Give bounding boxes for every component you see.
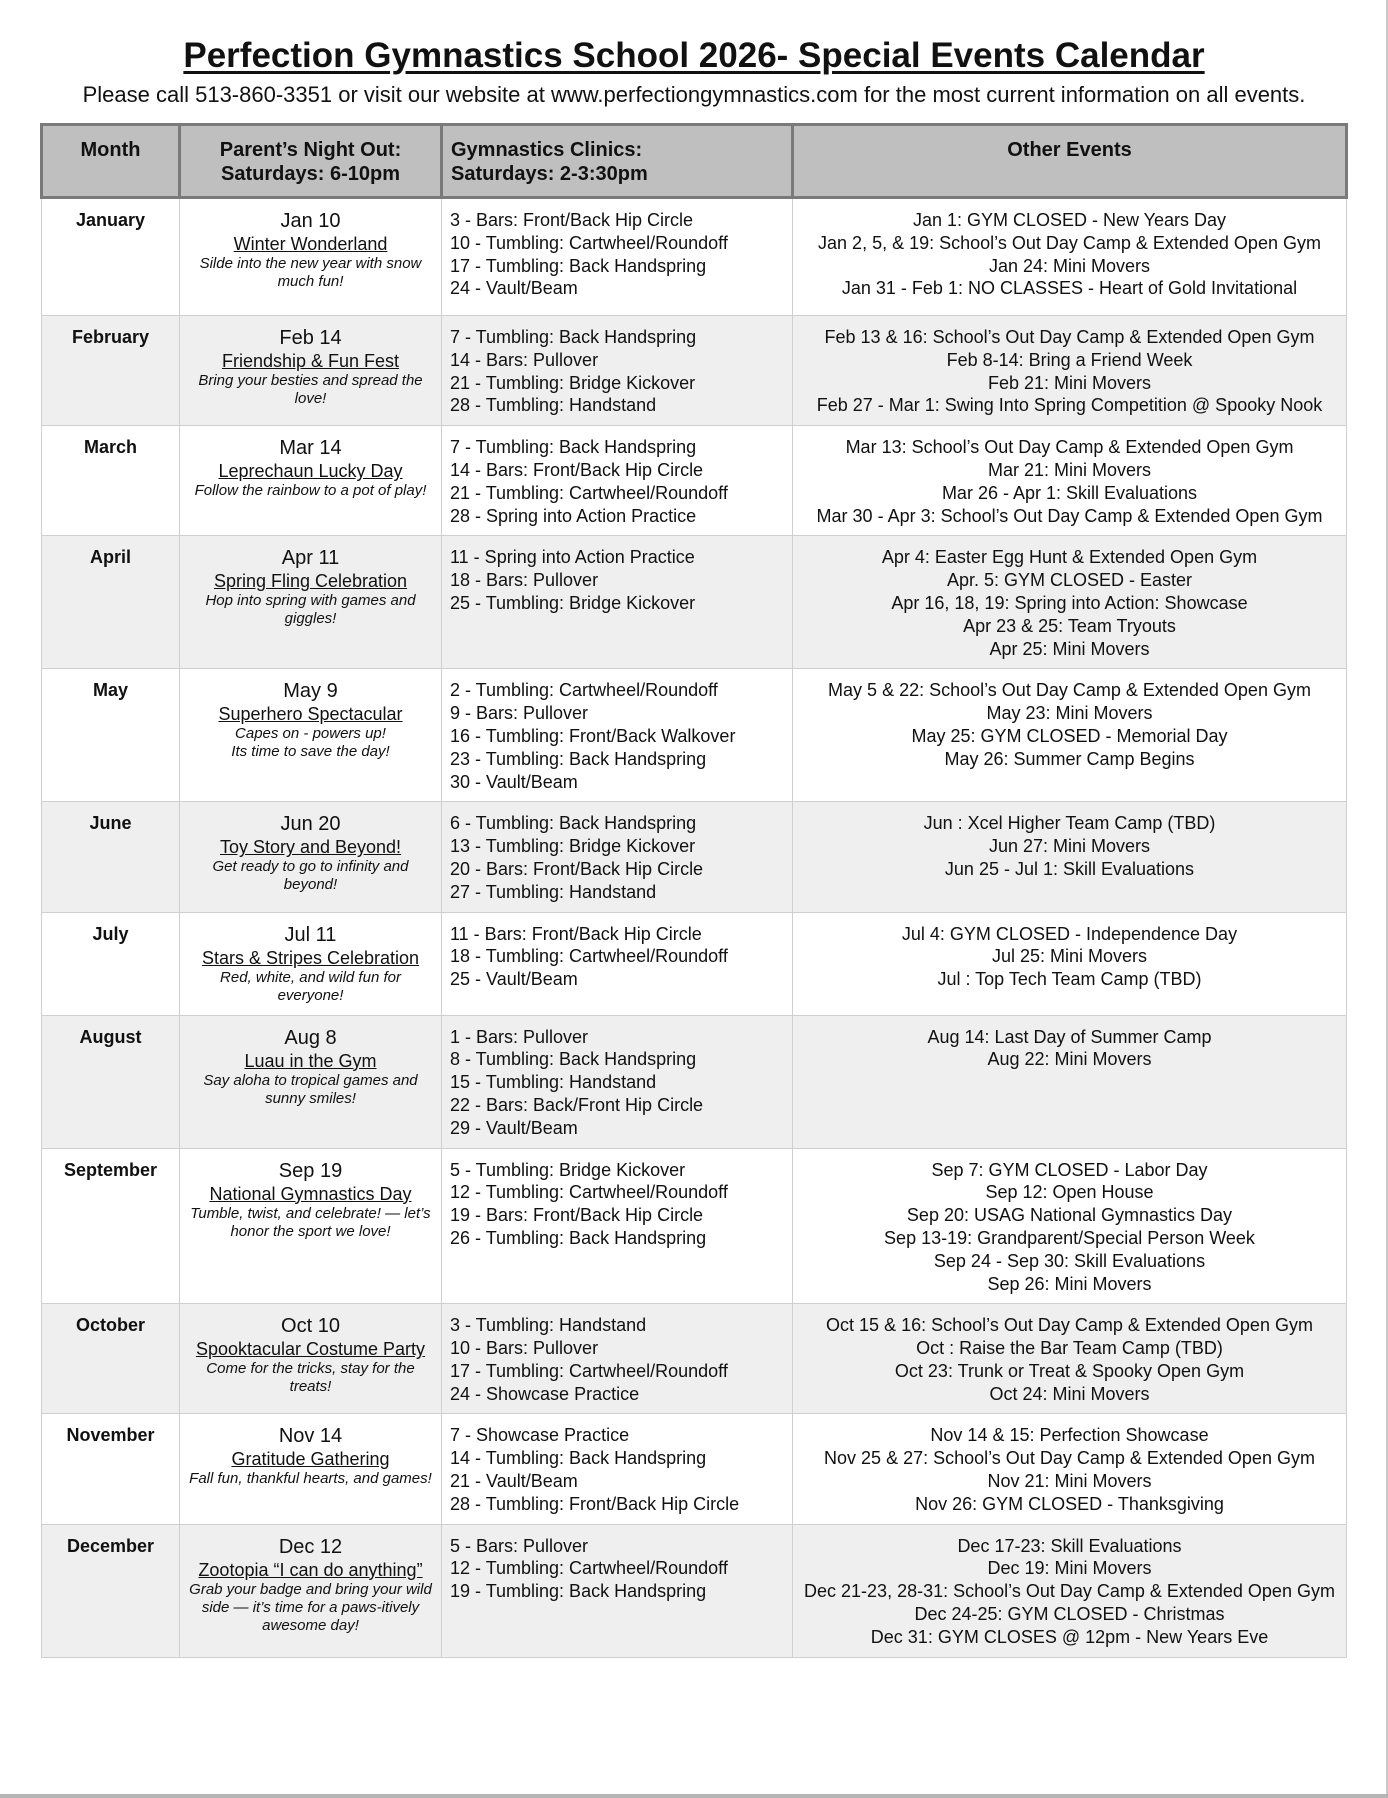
month-row-march (42, 426, 1347, 536)
other-event-item: Apr 4: Easter Egg Hunt & Extended Open Gym (881, 547, 1258, 568)
month-row-june (42, 802, 1347, 912)
month-name: February (42, 316, 180, 426)
pno-description: Tumble, twist, and celebrate! — let’s honor the sport we love! (190, 1204, 431, 1240)
clinic-item: 20 - Bars: Front/Back Hip Circle (450, 858, 704, 879)
clinic-item: 7 - Showcase Practice (450, 1425, 630, 1446)
other-event-item: Jul 4: GYM CLOSED - Independence Day (901, 923, 1238, 944)
header-pno-line2: Saturdays: 6-10pm (221, 163, 400, 185)
month-row-january (42, 198, 1347, 316)
clinic-item: 5 - Bars: Pullover (450, 1535, 589, 1556)
pno-description: Say aloha to tropical games and sunny smiles! (203, 1071, 418, 1107)
other-events-cell (793, 802, 1347, 912)
month-name: November (42, 1414, 180, 1524)
other-events-cell (793, 1148, 1347, 1304)
other-event-item: Dec 31: GYM CLOSES @ 12pm - New Years Eve (870, 1626, 1269, 1647)
other-event-item: Mar 30 - Apr 3: School’s Out Day Camp & Extended Open Gym (816, 505, 1323, 526)
other-event-item: Apr. 5: GYM CLOSED - Easter (946, 570, 1193, 591)
other-events-cell (793, 1414, 1347, 1524)
parents-night-out-cell (180, 198, 442, 316)
other-event-item: Jan 24: Mini Movers (988, 255, 1151, 276)
parents-night-out-cell (180, 1524, 442, 1657)
clinic-item: 7 - Tumbling: Back Handspring (450, 327, 697, 347)
month-row-may (42, 669, 1347, 802)
other-events-cell (793, 536, 1347, 669)
clinic-item: 21 - Tumbling: Bridge Kickover (450, 372, 696, 393)
clinic-item: 2 - Tumbling: Cartwheel/Roundoff (450, 680, 718, 701)
clinic-item: 8 - Tumbling: Back Handspring (450, 1049, 697, 1070)
month-row-july (42, 912, 1347, 1015)
clinic-item: 25 - Vault/Beam (450, 969, 578, 990)
gymnastics-clinics-cell (442, 1524, 793, 1657)
gymnastics-clinics-cell (442, 802, 793, 912)
other-event-item: Oct 23: Trunk or Treat & Spooky Open Gym (894, 1360, 1245, 1381)
pno-theme: Winter Wonderland (233, 234, 388, 254)
parents-night-out-cell (180, 316, 442, 426)
other-event-item: Aug 14: Last Day of Summer Camp (927, 1026, 1212, 1047)
pno-date: Jun 20 (280, 813, 341, 836)
month-name: September (42, 1148, 180, 1304)
other-event-item: Feb 27 - Mar 1: Swing Into Spring Competition @ Spooky Nook (816, 395, 1323, 416)
pno-description: Get ready to go to infinity and beyond! (212, 858, 409, 894)
calendar-body (42, 198, 1347, 1658)
page-subtitle: Please call 513-860-3351 or visit our website at www.perfectiongymnastics.com for the most current information on all events. (82, 82, 1306, 107)
other-events-cell (793, 669, 1347, 802)
other-event-item: Sep 12: Open House (985, 1182, 1154, 1203)
other-event-item: Jul : Top Tech Team Camp (TBD) (937, 969, 1202, 990)
pno-description: Fall fun, thankful hearts, and games! (189, 1470, 432, 1488)
clinic-item: 21 - Vault/Beam (450, 1471, 578, 1492)
pno-theme: National Gymnastics Day (209, 1183, 412, 1204)
pno-description: Follow the rainbow to a pot of play! (194, 482, 427, 500)
other-event-item: Dec 17-23: Skill Evaluations (957, 1535, 1182, 1556)
other-event-item: Jan 31 - Feb 1: NO CLASSES - Heart of Gold Invitational (841, 278, 1298, 299)
other-event-item: Jan 1: GYM CLOSED - New Years Day (912, 210, 1227, 230)
clinic-item: 24 - Vault/Beam (450, 278, 578, 299)
clinic-item: 19 - Tumbling: Back Handspring (450, 1581, 707, 1602)
other-event-item: May 5 & 22: School’s Out Day Camp & Extended Open Gym (828, 680, 1311, 701)
clinic-item: 17 - Tumbling: Cartwheel/Roundoff (450, 1360, 728, 1381)
other-events-cell (793, 1304, 1347, 1414)
clinic-item: 18 - Tumbling: Cartwheel/Roundoff (450, 946, 728, 967)
pno-date: Apr 11 (281, 547, 340, 570)
clinic-item: 11 - Spring into Action Practice (450, 547, 695, 568)
page-title: Perfection Gymnastics School 2026- Special Events Calendar (183, 36, 1205, 75)
other-event-item: Nov 14 & 15: Perfection Showcase (930, 1425, 1209, 1446)
header-other-events (793, 125, 1347, 198)
clinic-item: 17 - Tumbling: Back Handspring (450, 255, 707, 276)
header-month (42, 125, 180, 198)
other-event-item: Sep 26: Mini Movers (987, 1273, 1152, 1294)
month-name: April (42, 536, 180, 669)
clinic-item: 26 - Tumbling: Back Handspring (450, 1227, 707, 1248)
parents-night-out-cell (180, 912, 442, 1015)
clinic-item: 14 - Tumbling: Back Handspring (450, 1448, 707, 1469)
month-name: January (42, 198, 180, 316)
pno-theme: Gratitude Gathering (231, 1449, 390, 1470)
month-row-august (42, 1015, 1347, 1148)
other-events-cell (793, 198, 1347, 316)
events-calendar-table (40, 123, 1348, 1658)
clinic-item: 21 - Tumbling: Cartwheel/Roundoff (450, 482, 728, 503)
header-gymnastics-clinics (442, 125, 793, 198)
other-events-cell (793, 426, 1347, 536)
other-event-item: Mar 21: Mini Movers (987, 459, 1152, 480)
other-event-item: Sep 20: USAG National Gymnastics Day (906, 1205, 1233, 1226)
gymnastics-clinics-cell (442, 1015, 793, 1148)
pno-date: Dec 12 (278, 1535, 343, 1558)
parents-night-out-cell (180, 1414, 442, 1524)
clinic-item: 13 - Tumbling: Bridge Kickover (450, 836, 696, 857)
other-event-item: Dec 24-25: GYM CLOSED - Christmas (914, 1604, 1225, 1625)
clinic-item: 25 - Tumbling: Bridge Kickover (450, 592, 696, 613)
other-event-item: Jul 25: Mini Movers (991, 946, 1148, 967)
pno-theme: Zootopia “I can do anything” (198, 1559, 423, 1580)
other-event-item: Jun 25 - Jul 1: Skill Evaluations (944, 858, 1195, 879)
clinic-item: 5 - Tumbling: Bridge Kickover (450, 1159, 686, 1180)
other-event-item: Nov 26: GYM CLOSED - Thanksgiving (915, 1493, 1224, 1514)
pno-description: Red, white, and wild fun for everyone! (220, 968, 401, 1004)
other-event-item: Jan 2, 5, & 19: School’s Out Day Camp & Extended Open Gym (818, 232, 1321, 253)
month-row-april (42, 536, 1347, 669)
pno-date: May 9 (283, 680, 338, 703)
gymnastics-clinics-cell (442, 1304, 793, 1414)
pno-description: Hop into spring with games and giggles! (205, 592, 416, 628)
parents-night-out-cell (180, 669, 442, 802)
other-event-item: Sep 7: GYM CLOSED - Labor Day (931, 1159, 1208, 1180)
clinic-item: 10 - Bars: Pullover (450, 1338, 599, 1359)
clinic-item: 28 - Tumbling: Handstand (450, 395, 657, 416)
parents-night-out-cell (180, 1304, 442, 1414)
other-event-item: Apr 25: Mini Movers (989, 638, 1150, 659)
clinic-item: 10 - Tumbling: Cartwheel/Roundoff (450, 232, 728, 253)
pno-theme: Spring Fling Celebration (213, 571, 408, 592)
gymnastics-clinics-cell (442, 316, 793, 426)
other-event-item: May 26: Summer Camp Begins (944, 748, 1195, 769)
header-other-label: Other Events (1007, 139, 1132, 161)
month-row-october (42, 1304, 1347, 1414)
other-event-item: Dec 19: Mini Movers (987, 1558, 1152, 1579)
clinic-item: 28 - Tumbling: Front/Back Hip Circle (450, 1493, 740, 1514)
pno-date: Jul 11 (284, 923, 337, 946)
header-clinics-line2: Saturdays: 2-3:30pm (451, 163, 648, 185)
clinic-item: 12 - Tumbling: Cartwheel/Roundoff (450, 1558, 728, 1579)
other-event-item: Nov 21: Mini Movers (987, 1471, 1152, 1492)
pno-date: Mar 14 (279, 437, 342, 460)
other-event-item: Oct : Raise the Bar Team Camp (TBD) (916, 1338, 1223, 1359)
other-event-item: Feb 13 & 16: School’s Out Day Camp & Extended Open Gym (824, 327, 1315, 347)
clinic-item: 9 - Bars: Pullover (450, 703, 589, 724)
pno-theme: Spooktacular Costume Party (195, 1339, 426, 1360)
clinic-item: 3 - Bars: Front/Back Hip Circle (450, 210, 694, 230)
gymnastics-clinics-cell (442, 912, 793, 1015)
other-event-item: Jun 27: Mini Movers (988, 836, 1151, 857)
other-event-item: Nov 25 & 27: School’s Out Day Camp & Extended Open Gym (824, 1448, 1315, 1469)
header-parents-night-out (180, 125, 442, 198)
other-events-cell (793, 1015, 1347, 1148)
clinic-item: 23 - Tumbling: Back Handspring (450, 748, 707, 769)
pno-description: Silde into the new year with snow much fun! (199, 255, 422, 290)
gymnastics-clinics-cell (442, 198, 793, 316)
other-event-item: May 23: Mini Movers (986, 703, 1153, 724)
pno-theme: Toy Story and Beyond! (219, 837, 402, 858)
month-name: June (42, 802, 180, 912)
pno-theme: Superhero Spectacular (218, 704, 403, 725)
month-row-september (42, 1148, 1347, 1304)
header-pno-line1: Parent’s Night Out: (219, 139, 402, 161)
clinic-item: 28 - Spring into Action Practice (450, 505, 697, 526)
pno-date: Nov 14 (278, 1425, 343, 1448)
pno-description: Capes on - powers up! Its time to save the day! (231, 725, 390, 761)
other-events-cell (793, 316, 1347, 426)
month-name: May (42, 669, 180, 802)
other-event-item: Jun : Xcel Higher Team Camp (TBD) (923, 813, 1216, 834)
other-events-cell (793, 912, 1347, 1015)
header-clinics-line1: Gymnastics Clinics: (451, 139, 643, 161)
other-event-item: Oct 15 & 16: School’s Out Day Camp & Extended Open Gym (826, 1315, 1313, 1336)
month-name: July (42, 912, 180, 1015)
pno-theme: Luau in the Gym (244, 1050, 377, 1071)
gymnastics-clinics-cell (442, 669, 793, 802)
other-event-item: Feb 21: Mini Movers (987, 372, 1152, 393)
pno-date: Feb 14 (279, 327, 342, 349)
parents-night-out-cell (180, 1148, 442, 1304)
pno-description: Bring your besties and spread the love! (198, 372, 423, 407)
clinic-item: 29 - Vault/Beam (450, 1117, 578, 1138)
clinic-item: 22 - Bars: Back/Front Hip Circle (450, 1094, 704, 1115)
month-name: October (42, 1304, 180, 1414)
other-event-item: Sep 13-19: Grandparent/Special Person Week (884, 1227, 1255, 1248)
pno-date: Sep 19 (278, 1159, 343, 1182)
month-name: March (42, 426, 180, 536)
month-name: December (42, 1524, 180, 1657)
other-event-item: May 25: GYM CLOSED - Memorial Day (911, 725, 1228, 746)
clinic-item: 7 - Tumbling: Back Handspring (450, 437, 697, 458)
clinic-item: 14 - Bars: Front/Back Hip Circle (450, 459, 704, 480)
clinic-item: 6 - Tumbling: Back Handspring (450, 813, 697, 834)
header-month-label: Month (80, 139, 141, 161)
parents-night-out-cell (180, 802, 442, 912)
clinic-item: 18 - Bars: Pullover (450, 570, 599, 591)
parents-night-out-cell (180, 1015, 442, 1148)
pno-description: Come for the tricks, stay for the treats! (206, 1360, 415, 1396)
other-event-item: Apr 23 & 25: Team Tryouts (963, 615, 1176, 636)
clinic-item: 19 - Bars: Front/Back Hip Circle (450, 1205, 704, 1226)
other-event-item: Sep 24 - Sep 30: Skill Evaluations (933, 1250, 1206, 1271)
month-row-december (42, 1524, 1347, 1657)
clinic-item: 24 - Showcase Practice (450, 1383, 640, 1404)
other-events-cell (793, 1524, 1347, 1657)
pno-description: Grab your badge and bring your wild side — it’s time for a paws-itively awesome day! (189, 1580, 432, 1634)
page-bottom-edge (0, 1794, 1388, 1798)
month-row-november (42, 1414, 1347, 1524)
pno-date: Aug 8 (284, 1026, 337, 1049)
other-event-item: Oct 24: Mini Movers (989, 1383, 1150, 1404)
other-event-item: Aug 22: Mini Movers (987, 1049, 1152, 1070)
other-event-item: Apr 16, 18, 19: Spring into Action: Showcase (891, 592, 1248, 613)
clinic-item: 30 - Vault/Beam (450, 771, 578, 792)
other-event-item: Dec 21-23, 28-31: School’s Out Day Camp & Extended Open Gym (804, 1581, 1335, 1602)
gymnastics-clinics-cell (442, 426, 793, 536)
other-event-item: Mar 13: School’s Out Day Camp & Extended Open Gym (845, 437, 1294, 458)
clinic-item: 3 - Tumbling: Handstand (450, 1315, 647, 1336)
pno-theme: Stars & Stripes Celebration (201, 947, 420, 968)
gymnastics-clinics-cell (442, 536, 793, 669)
other-event-item: Feb 8-14: Bring a Friend Week (946, 349, 1193, 370)
clinic-item: 15 - Tumbling: Handstand (450, 1072, 657, 1093)
month-row-february (42, 316, 1347, 426)
gymnastics-clinics-cell (442, 1148, 793, 1304)
pno-date: Jan 10 (280, 210, 341, 232)
clinic-item: 14 - Bars: Pullover (450, 349, 599, 370)
other-event-item: Mar 26 - Apr 1: Skill Evaluations (941, 482, 1198, 503)
clinic-item: 27 - Tumbling: Handstand (450, 881, 657, 902)
gymnastics-clinics-cell (442, 1414, 793, 1524)
parents-night-out-cell (180, 426, 442, 536)
parents-night-out-cell (180, 536, 442, 669)
header-row (42, 125, 1347, 198)
pno-theme: Leprechaun Lucky Day (218, 461, 403, 482)
clinic-item: 11 - Bars: Front/Back Hip Circle (450, 923, 702, 944)
clinic-item: 12 - Tumbling: Cartwheel/Roundoff (450, 1182, 728, 1203)
pno-date: Oct 10 (281, 1315, 340, 1338)
pno-theme: Friendship & Fun Fest (221, 351, 400, 371)
month-name: August (42, 1015, 180, 1148)
clinic-item: 1 - Bars: Pullover (450, 1026, 589, 1047)
clinic-item: 16 - Tumbling: Front/Back Walkover (450, 725, 736, 746)
